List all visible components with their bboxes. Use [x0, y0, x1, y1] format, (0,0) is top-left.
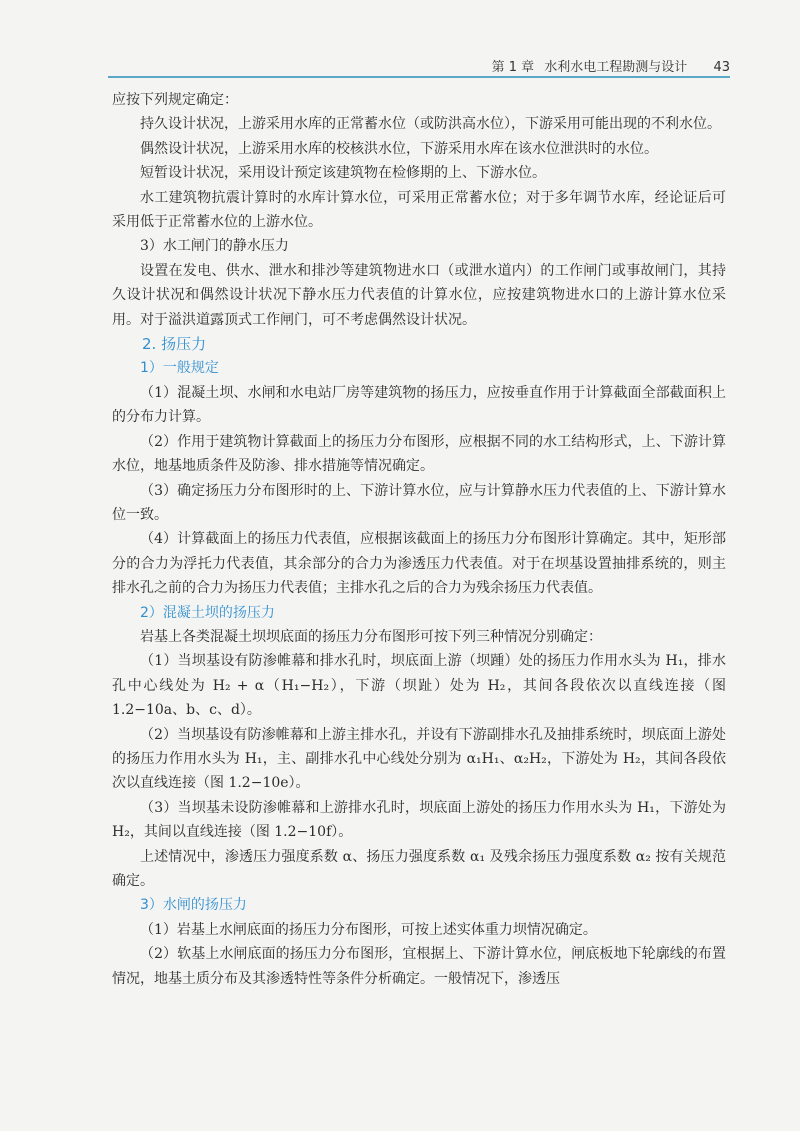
subsection-heading: 3）水工闸门的静水压力 — [140, 238, 289, 255]
paragraph: （2）软基上水闸底面的扬压力分布图形，宜根据上、下游计算水位，闸底板地下轮廓线的布置情况，地基土质分布及其渗透特性等条件分析确定。一般情况下，渗透压 — [112, 946, 726, 987]
chapter-label: 第 1 章 — [491, 60, 535, 75]
paragraph: 偶然设计状况，上游采用水库的校核洪水位，下游采用水库在该水位泄洪时的水位。 — [140, 140, 658, 157]
paragraph: （4）计算截面上的扬压力代表值，应根据该截面上的扬压力分布图形计算确定。其中，矩形部分的合力为浮托力代表值，其余部分的合力为渗透压力代表值。对于在坝基设置抽排系统的，则主排水孔之前的合力为扬压力代表值；主排水孔之后的合力为残余扬压力代表值。 — [112, 531, 726, 597]
paragraph: （2）作用于建筑物计算截面上的扬压力分布图形，应根据不同的水工结构形式，上、下游计算水位，地基地质条件及防渗、排水措施等情况确定。 — [112, 433, 726, 475]
paragraph: 水工建筑物抗震计算时的水库计算水位，可采用正常蓄水位；对于多年调节水库，经论证后可采用低于正常蓄水位的上游水位。 — [112, 189, 726, 231]
section-heading: 2. 扬压力 — [142, 335, 207, 354]
paragraph: （3）当坝基未设防渗帷幕和上游排水孔时，坝底面上游处的扬压力作用水头为 H₁，下游处为 H₂，其间以直线连接（图 1.2−10f）。 — [112, 799, 726, 841]
page-header — [0, 0, 800, 80]
page-number: 43 — [713, 60, 730, 75]
header-rule — [108, 76, 730, 78]
paragraph: 设置在发电、供水、泄水和排沙等建筑物进水口（或泄水道内）的工作闸门或事故闸门，其持久设计状况和偶然设计状况下静水压力代表值的计算水位，应按建筑物进水口的上游计算水位采用。对于溢洪道露顶式工作闸门，可不考虑偶然设计状况。 — [112, 262, 726, 328]
paragraph: （1）当坝基设有防渗帷幕和排水孔时，坝底面上游（坝踵）处的扬压力作用水头为 H₁，排水孔中心线处为 H₂ + α（H₁−H₂），下游（坝趾）处为 H₂，其间各段依次以直线连接（图 1.2−10a、b、c、d）。 — [112, 653, 726, 719]
subsection-heading: 1）一般规定 — [140, 360, 219, 377]
paragraph: 短暂设计状况，采用设计预定该建筑物在检修期的上、下游水位。 — [140, 165, 546, 182]
paragraph: （1）岩基上水闸底面的扬压力分布图形，可按上述实体重力坝情况确定。 — [140, 921, 597, 938]
paragraph: （3）确定扬压力分布图形时的上、下游计算水位，应与计算静水压力代表值的上、下游计算水位一致。 — [112, 482, 726, 523]
paragraph: 上述情况中，渗透压力强度系数 α、扬压力强度系数 α₁ 及残余扬压力强度系数 α₂ 按有关规范确定。 — [112, 848, 726, 889]
subsection-heading: 3）水闸的扬压力 — [140, 897, 247, 914]
paragraph: （1）混凝土坝、水闸和水电站厂房等建筑物的扬压力，应按垂直作用于计算截面全部截面积上的分布力计算。 — [112, 384, 726, 426]
paragraph: （2）当坝基设有防渗帷幕和上游主排水孔，并设有下游副排水孔及抽排系统时，坝底面上游处的扬压力作用水头为 H₁，主、副排水孔中心线处分别为 α₁H₁、α₂H₂，下游处为 H₂，其间各段依次以直线连接（图 1.2−10e）。 — [112, 726, 726, 792]
running-head — [486, 56, 730, 75]
subsection-heading: 2）混凝土坝的扬压力 — [140, 604, 275, 621]
chapter-title: 水利水电工程勘测与设计 — [544, 60, 688, 75]
body-text — [112, 88, 726, 991]
paragraph: 应按下列规定确定： — [112, 92, 238, 108]
paragraph: 岩基上各类混凝土坝坝底面的扬压力分布图形可按下列三种情况分别确定： — [140, 628, 602, 645]
paragraph: 持久设计状况，上游采用水库的正常蓄水位（或防洪高水位），下游采用可能出现的不利水位。 — [140, 116, 721, 133]
